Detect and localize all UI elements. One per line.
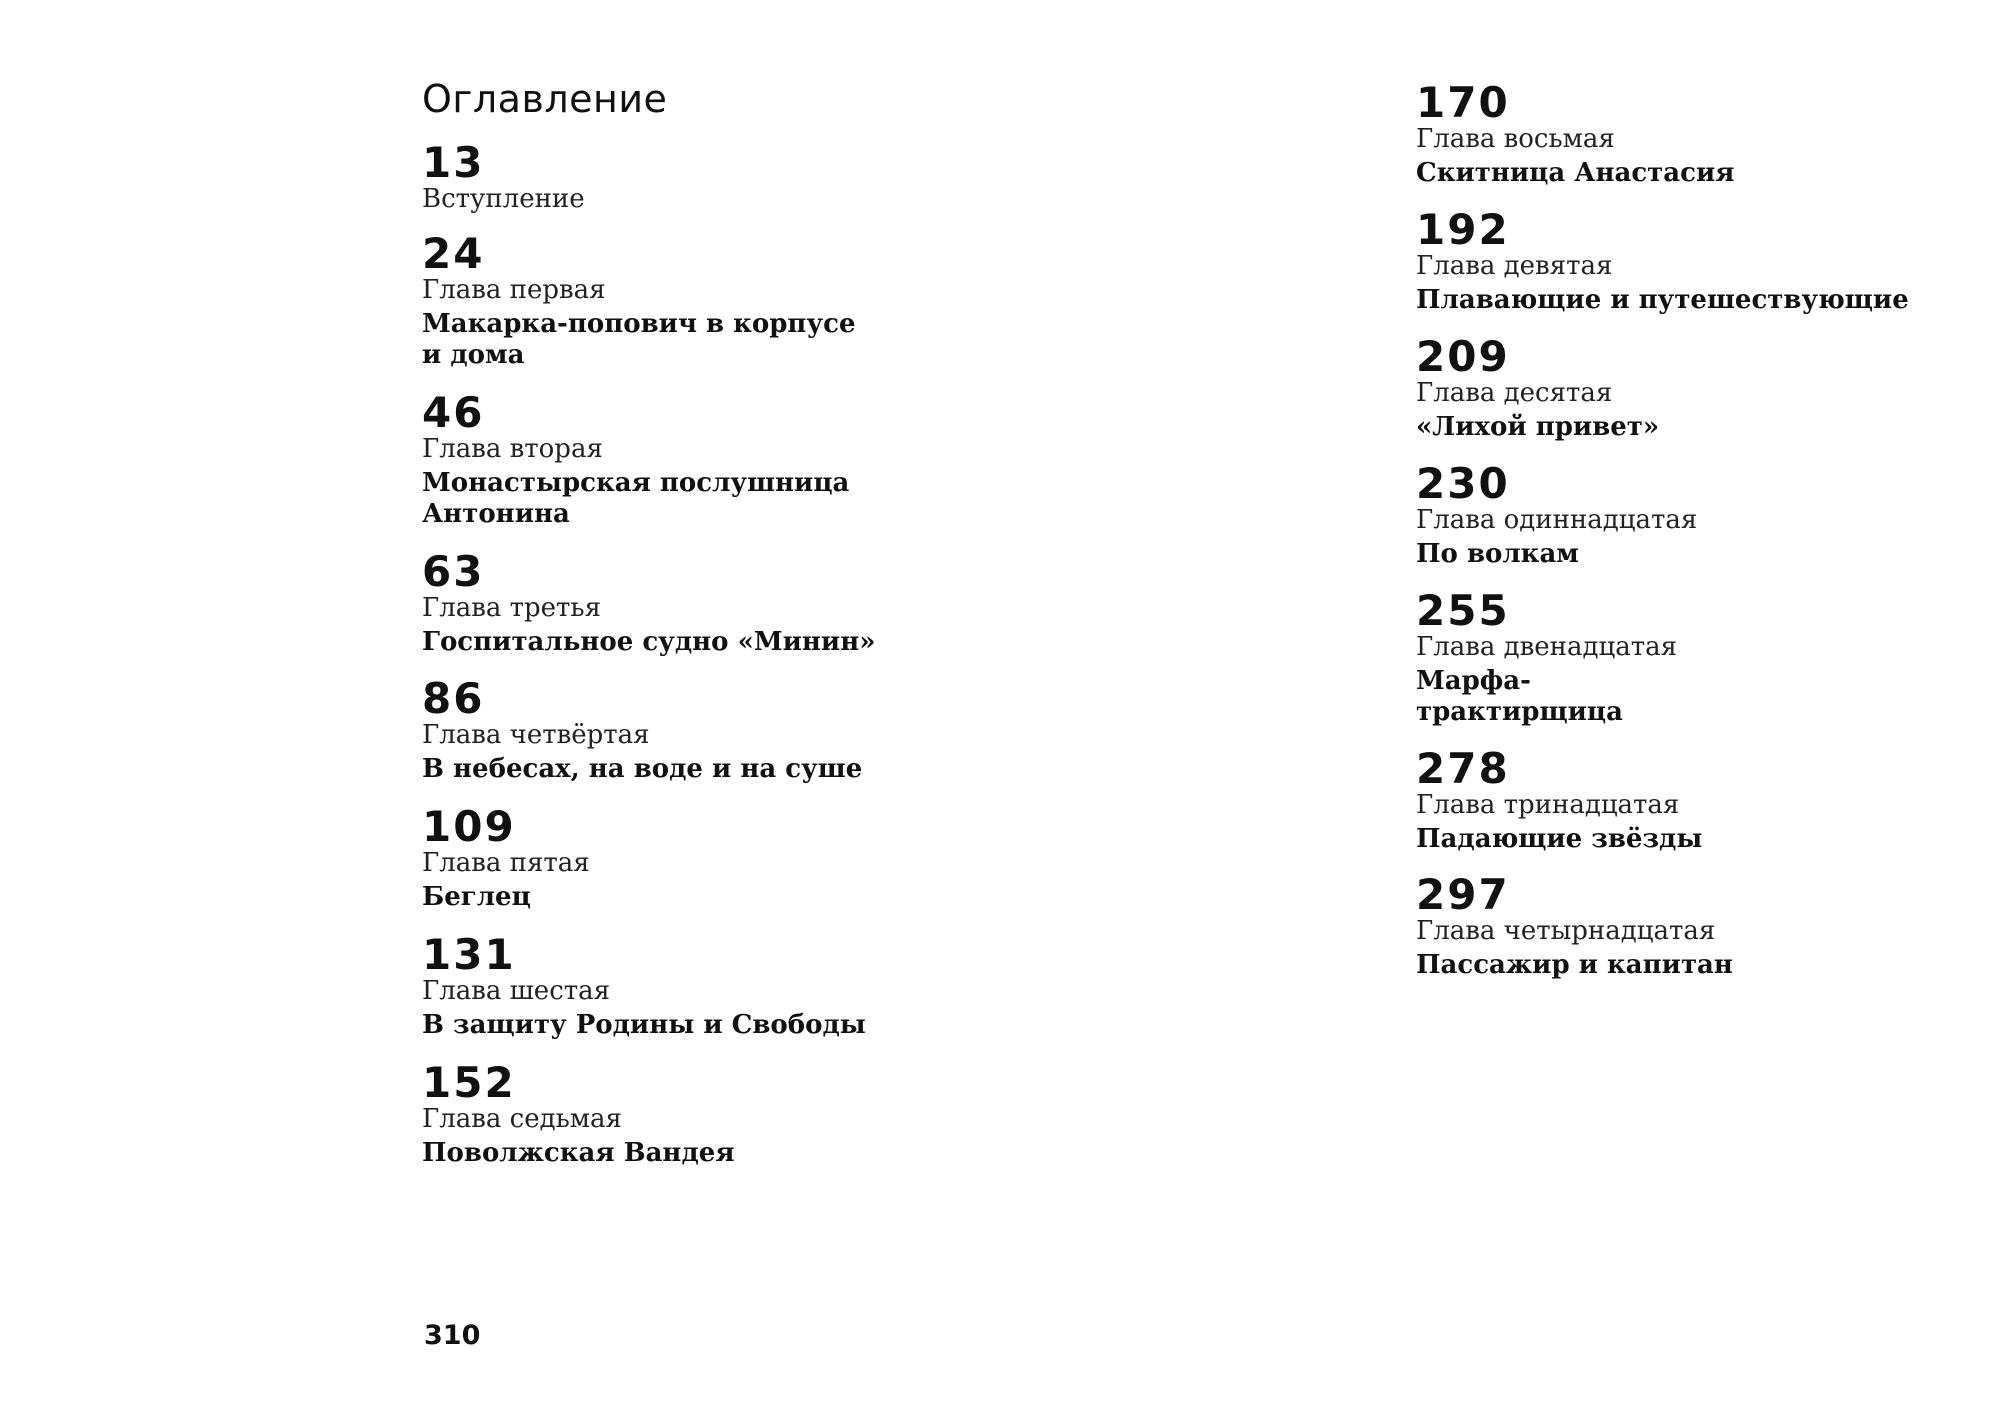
toc-entry-title: Поволжская Вандея (422, 1138, 735, 1168)
toc-entry-chapter-label: Глава пятая (422, 848, 590, 878)
toc-entry (422, 547, 982, 658)
toc-entry-page-number: 24 (422, 229, 485, 278)
toc-entry-page-number: 131 (422, 930, 516, 979)
toc-entry-chapter-label: Вступление (422, 184, 585, 214)
toc-entry (1416, 870, 1976, 981)
toc-entry-chapter-label: Глава десятая (1416, 378, 1613, 408)
toc-entry-title: Скитница Анастасия (1416, 158, 1735, 188)
page-title: Оглавление (422, 77, 668, 121)
toc-entry-page-number: 170 (1416, 78, 1510, 127)
toc-entry-title: Беглец (422, 882, 531, 912)
toc-entry-chapter-label: Глава двенадцатая (1416, 632, 1678, 662)
toc-entry-page-number: 278 (1416, 744, 1510, 793)
toc-entry-chapter-label: Глава одиннадцатая (1416, 505, 1698, 535)
toc-entry-title: «Лихой привет» (1416, 412, 1660, 442)
toc-entry (1416, 205, 1976, 316)
toc-entry (422, 930, 982, 1041)
toc-entry (1416, 459, 1976, 570)
toc-entry (422, 229, 982, 371)
toc-entry-title: В небесах, на воде и на суше (422, 754, 863, 784)
toc-entry-page-number: 230 (1416, 459, 1510, 508)
toc-entry-page-number: 46 (422, 388, 485, 437)
page-number: 310 (424, 1320, 481, 1351)
toc-entry-title: Монастырская послушница Антонина (422, 468, 850, 529)
toc-entry-title: В защиту Родины и Свободы (422, 1010, 866, 1040)
toc-entry-chapter-label: Глава четырнадцатая (1416, 916, 1716, 946)
toc-entry-title: По волкам (1416, 539, 1579, 569)
toc-entry-chapter-label: Глава четвёртая (422, 720, 650, 750)
toc-entry-page-number: 13 (422, 138, 485, 187)
toc-entry (422, 1058, 982, 1169)
toc-entry-chapter-label: Глава тринадцатая (1416, 790, 1680, 820)
toc-entry-page-number: 152 (422, 1058, 516, 1107)
toc-entry (422, 138, 982, 214)
toc-entry-chapter-label: Глава шестая (422, 976, 611, 1006)
toc-entry-title: Плавающие и путешествующие (1416, 285, 1909, 315)
toc-entry-chapter-label: Глава седьмая (422, 1104, 622, 1134)
toc-entry (1416, 332, 1976, 443)
toc-entry (422, 802, 982, 913)
toc-entry-page-number: 209 (1416, 332, 1510, 381)
toc-entry-chapter-label: Глава первая (422, 275, 606, 305)
toc-entry-page-number: 297 (1416, 870, 1510, 919)
toc-entry-title: Пассажир и капитан (1416, 950, 1733, 980)
toc-entry-chapter-label: Глава девятая (1416, 251, 1613, 281)
toc-entry (1416, 78, 1976, 189)
toc-entry-title: Марфа- трактирщица (1416, 666, 1623, 727)
toc-entry-page-number: 109 (422, 802, 516, 851)
toc-entry-chapter-label: Глава восьмая (1416, 124, 1615, 154)
toc-entry-page-number: 63 (422, 547, 485, 596)
toc-entry-title: Падающие звёзды (1416, 824, 1703, 854)
toc-entry-title: Макарка-попович в корпусе и дома (422, 309, 856, 370)
toc-entry (422, 674, 982, 785)
toc-entry (1416, 744, 1976, 855)
toc-entry-chapter-label: Глава третья (422, 593, 601, 623)
toc-entry-page-number: 192 (1416, 205, 1510, 254)
toc-entry (1416, 586, 1976, 728)
toc-entry-page-number: 86 (422, 674, 485, 723)
toc-entry-title: Госпитальное судно «Минин» (422, 627, 876, 657)
toc-entry-page-number: 255 (1416, 586, 1510, 635)
toc-entry-chapter-label: Глава вторая (422, 434, 603, 464)
toc-entry (422, 388, 982, 530)
